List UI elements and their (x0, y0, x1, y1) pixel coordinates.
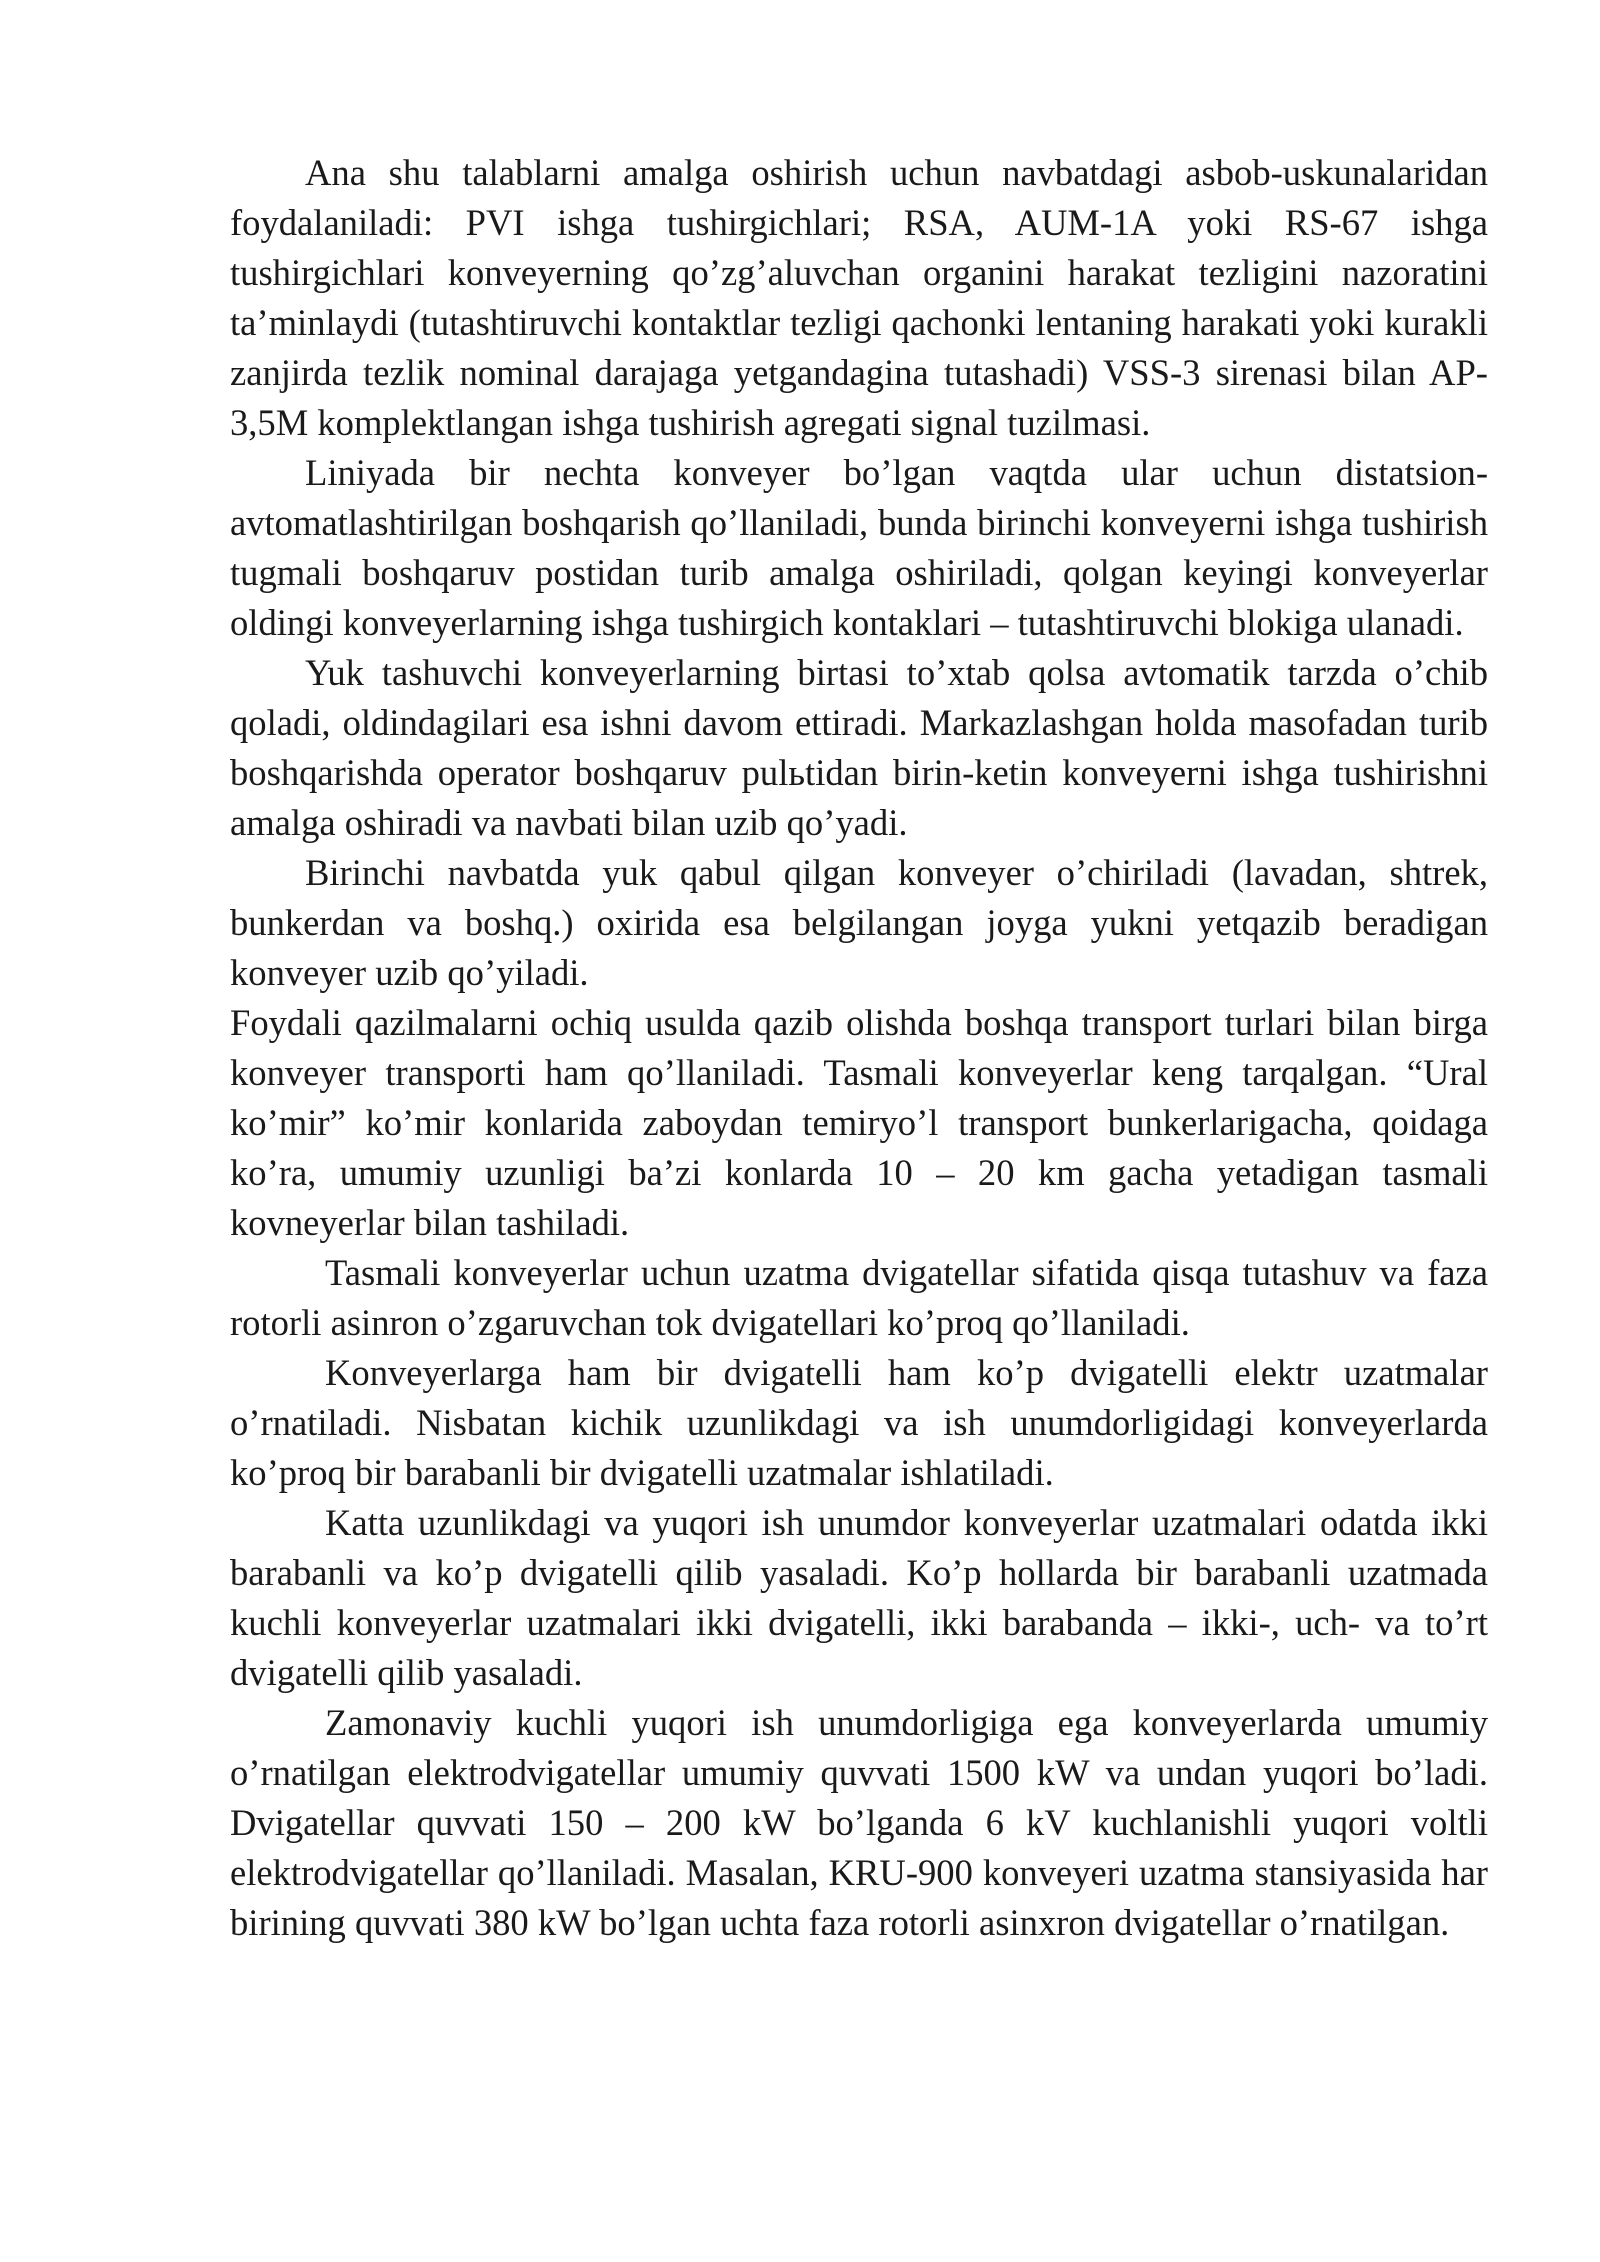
paragraph-9: Zamonaviy kuchli yuqori ish unumdorligiga ega konveyerlarda umumiy o’rnatilgan elektrodvigatellar umumiy quvvati 1500 kW va undan yuqori bo’ladi. Dvigatellar quvvati 150 – 200 kW bo’lganda 6 kV kuchlanishli yuqori voltli elektrodvigatellar qo’llaniladi. Masalan, KRU-900 konveyeri uzatma stansiyasida har birining quvvati 380 kW bo’lgan uchta faza rotorli asinxron dvigatellar o’rnatilgan. (230, 1702, 1488, 1943)
paragraph-1: Ana shu talablarni amalga oshirish uchun navbatdagi asbob-uskunalaridan foydalaniladi: PVI ishga tushirgichlari; RSA, AUM-1A yoki RS-67 ishga tushirgichlari konveyerning qo’zg’aluvchan organini harakat tezligini nazoratini ta’minlaydi (tutashtiruvchi kontaktlar tezligi qachonki lentaning harakati yoki kurakli zanjirda tezlik nominal darajaga yetgandagina tutashadi) VSS-3 sirenasi bilan AP-3,5M komplektlangan ishga tushirish agregati signal tuzilmasi. (230, 152, 1488, 443)
paragraph-3: Yuk tashuvchi konveyerlarning birtasi to’xtab qolsa avtomatik tarzda o’chib qoladi, oldindagilari esa ishni davom ettiradi. Markazlashgan holda masofadan turib boshqarishda operator boshqaruv pulьtidan birin-ketin konveyerni ishga tushirishni amalga oshiradi va navbati bilan uzib qo’yadi. (230, 652, 1488, 843)
paragraph-7: Konveyerlarga ham bir dvigatelli ham ko’p dvigatelli elektr uzatmalar o’rnatiladi. Nisbatan kichik uzunlikdagi va ish unumdorligidagi konveyerlarda ko’proq bir barabanli bir dvigatelli uzatmalar ishlatiladi. (230, 1352, 1488, 1493)
paragraph-2: Liniyada bir nechta konveyer bo’lgan vaqtda ular uchun distatsion-avtomatlashtirilgan boshqarish qo’llaniladi, bunda birinchi konveyerni ishga tushirish tugmali boshqaruv postidan turib amalga oshiriladi, qolgan keyingi konveyerlar oldingi konveyerlarning ishga tushirgich kontaklari – tutashtiruvchi blokiga ulanadi. (230, 452, 1488, 643)
paragraph-5: Foydali qazilmalarni ochiq usulda qazib olishda boshqa transport turlari bilan birga konveyer transporti ham qo’llaniladi. Tasmali konveyerlar keng tarqalgan. “Ural ko’mir” ko’mir konlarida zaboydan temiryo’l transport bunkerlarigacha, qoidaga ko’ra, umumiy uzunligi ba’zi konlarda 10 – 20 km gacha yetadigan tasmali kovneyerlar bilan tashiladi. (230, 1002, 1488, 1243)
paragraph-8: Katta uzunlikdagi va yuqori ish unumdor konveyerlar uzatmalari odatda ikki barabanli va ko’p dvigatelli qilib yasaladi. Ko’p hollarda bir barabanli uzatmada kuchli konveyerlar uzatmalari ikki dvigatelli, ikki barabanda – ikki-, uch- va to’rt dvigatelli qilib yasaladi. (230, 1502, 1488, 1693)
paragraph-6: Tasmali konveyerlar uchun uzatma dvigatellar sifatida qisqa tutashuv va faza rotorli asinron o’zgaruvchan tok dvigatellari ko’proq qo’llaniladi. (230, 1252, 1488, 1343)
paragraph-4: Birinchi navbatda yuk qabul qilgan konveyer o’chiriladi (lavadan, shtrek, bunkerdan va boshq.) oxirida esa belgilangan joyga yukni yetqazib beradigan konveyer uzib qo’yiladi. (230, 852, 1488, 993)
document-page (230, 148, 1488, 1948)
